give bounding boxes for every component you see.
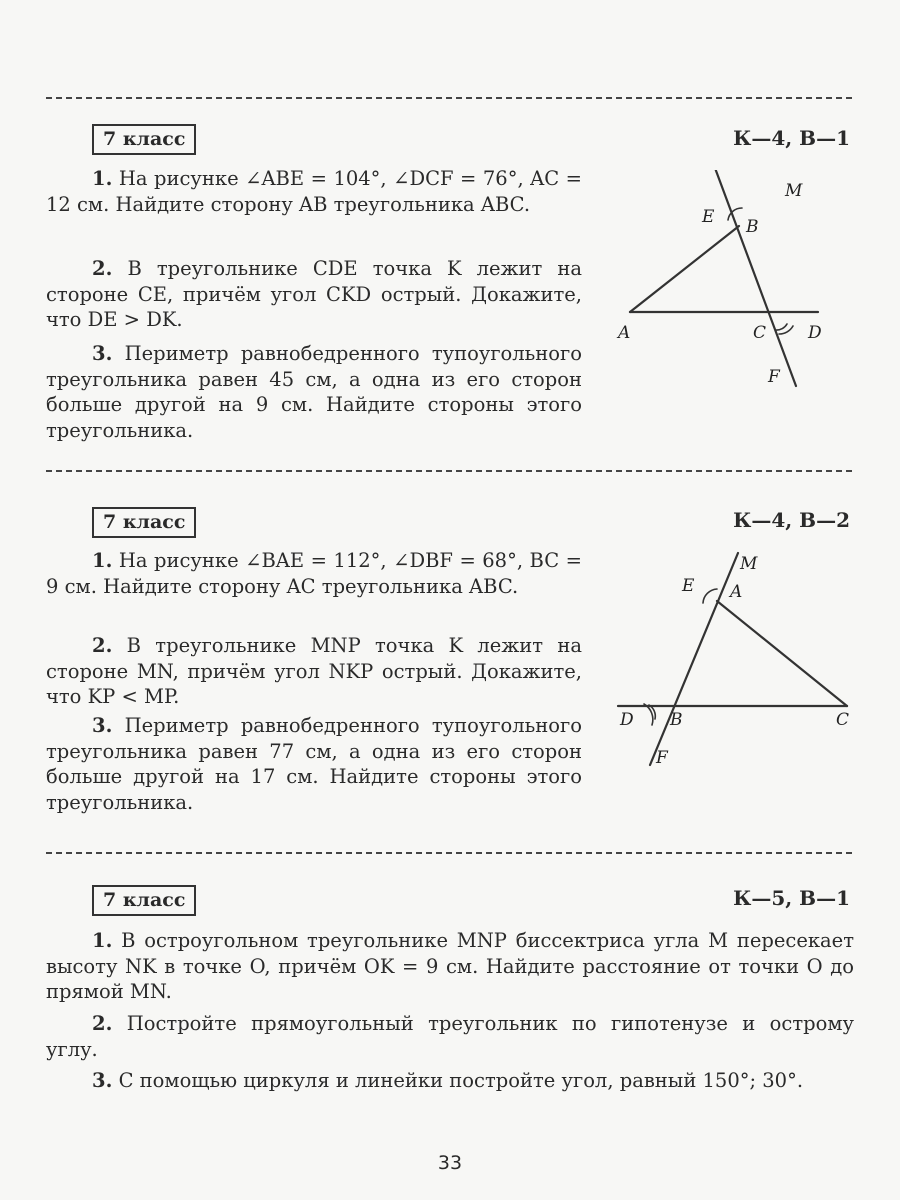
variant-code-3: К—5, В—1 — [733, 886, 850, 910]
task-number: 2. — [92, 634, 113, 657]
label-f: F — [768, 367, 780, 387]
task-2-3 — [46, 713, 582, 815]
task-3-1 — [46, 928, 854, 1005]
grade-badge-3: 7 класс — [92, 885, 196, 916]
separator-middle — [46, 470, 852, 472]
task-number: 3. — [92, 1069, 113, 1092]
task-text: В остроугольном треугольнике MNP биссектриса угла M пересекает высоту NK в точке O, причём OK = 9 см. Найдите расстояние от точки O до прямой MN. — [46, 929, 854, 1003]
task-3-3 — [46, 1068, 854, 1094]
angle-arc-f-1 — [776, 324, 787, 330]
task-2-1 — [46, 548, 582, 599]
separator-top — [46, 97, 852, 99]
task-text: В треугольнике CDE точка K лежит на стороне CE, причём угол CKD острый. Докажите, что DE > DK. — [46, 257, 582, 331]
label-c: C — [753, 323, 767, 343]
figure-triangle-1 — [600, 170, 850, 400]
task-text: На рисунке ∠ABE = 104°, ∠DCF = 76°, AC = 12 см. Найдите сторону AB треугольника ABC. — [46, 167, 583, 216]
task-text: В треугольнике MNP точка K лежит на стороне MN, причём угол NKP острый. Докажите, что KP < MP. — [46, 634, 582, 708]
grade-badge-1: 7 класс — [92, 124, 196, 155]
label-m: M — [785, 181, 803, 201]
task-number: 2. — [92, 1012, 113, 1035]
task-2-2 — [46, 633, 582, 710]
task-number: 3. — [92, 342, 113, 365]
side-ac — [717, 601, 847, 706]
task-number: 1. — [92, 549, 113, 572]
figure-triangle-2 — [600, 545, 860, 775]
label-a: A — [618, 323, 631, 343]
task-1-3 — [46, 341, 582, 443]
task-1-2 — [46, 256, 582, 333]
task-number: 1. — [92, 167, 113, 190]
variant-code-2: К—4, В—2 — [733, 508, 850, 532]
angle-arc-e — [703, 589, 717, 603]
task-number: 2. — [92, 257, 113, 280]
page-number: 33 — [437, 1152, 463, 1174]
label-m: M — [740, 554, 758, 574]
task-text: Постройте прямоугольный треугольник по гипотенузе и острому углу. — [46, 1012, 854, 1061]
label-d: D — [620, 710, 634, 730]
side-ab — [630, 226, 739, 312]
task-number: 3. — [92, 714, 113, 737]
task-1-1 — [46, 166, 582, 217]
label-f: F — [656, 748, 668, 768]
task-text: Периметр равнобедренного тупоугольного треугольника равен 77 см, а одна из его сторон больше другой на 17 см. Найдите стороны этого треугольника. — [46, 714, 582, 814]
separator-bottom — [46, 852, 852, 854]
label-b: B — [746, 217, 759, 237]
task-text: С помощью циркуля и линейки постройте угол, равный 150°; 30°. — [118, 1069, 804, 1092]
task-text: Периметр равнобедренного тупоугольного треугольника равен 45 см, а одна из его сторон больше другой на 9 см. Найдите стороны этого треугольника. — [46, 342, 582, 442]
label-e: E — [702, 207, 715, 227]
label-e: E — [682, 576, 695, 596]
variant-code-1: К—4, В—1 — [733, 126, 850, 150]
task-3-2 — [46, 1011, 854, 1062]
label-c: C — [836, 710, 850, 730]
task-text: На рисунке ∠BAE = 112°, ∠DBF = 68°, BC = 9 см. Найдите сторону AC треугольника ABC. — [46, 549, 582, 598]
label-b: B — [670, 710, 683, 730]
grade-badge-2: 7 класс — [92, 507, 196, 538]
label-a: A — [730, 582, 743, 602]
task-number: 1. — [92, 929, 113, 952]
label-d: D — [808, 323, 822, 343]
line-mf — [715, 170, 796, 386]
